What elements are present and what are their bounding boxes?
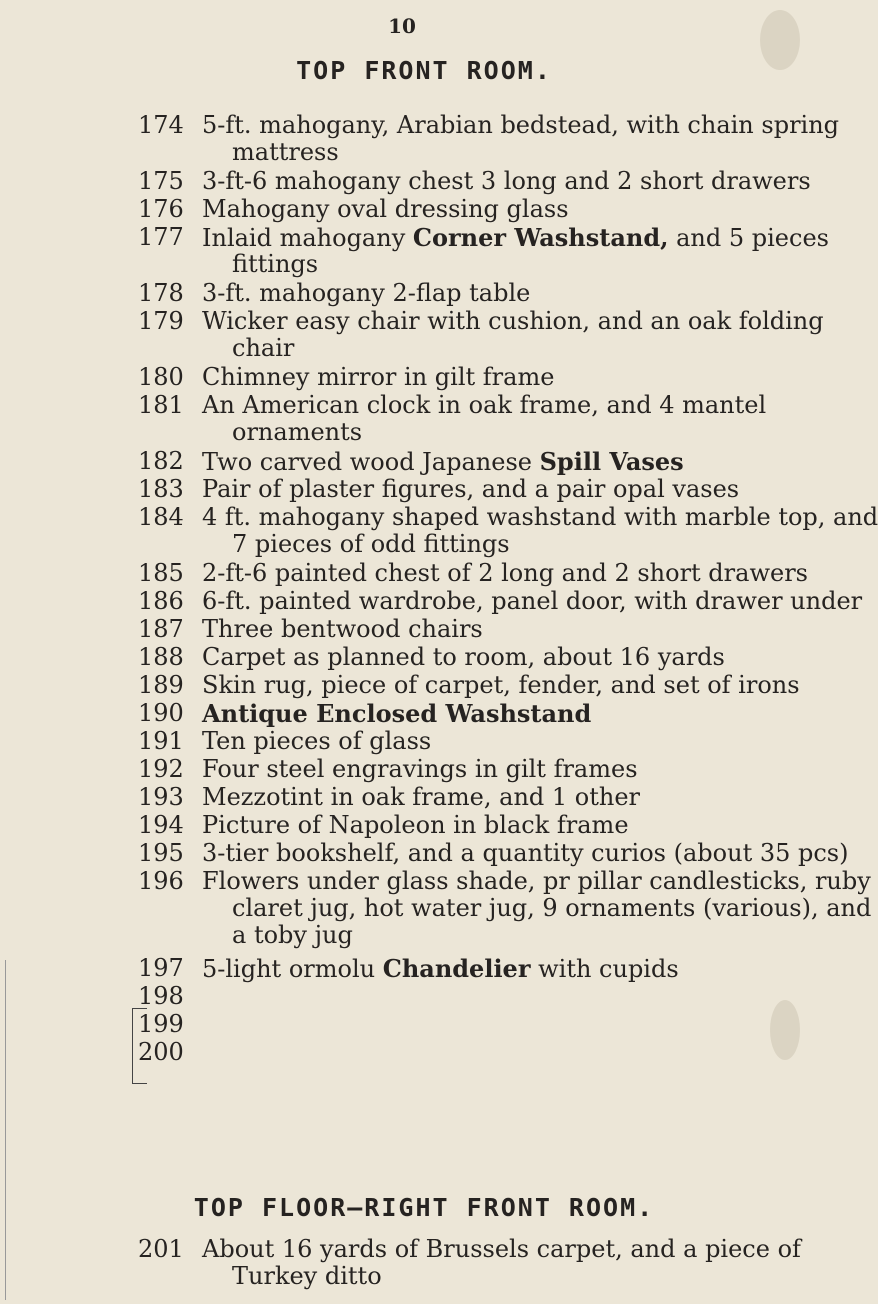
lot-number: 182 [138, 447, 184, 475]
lot-number: 183 [138, 475, 184, 503]
lot-description: Chimney mirror in gilt frame [202, 363, 555, 391]
lot-description: Antique Enclosed Washstand [202, 699, 592, 728]
lot-description-continuation: Turkey ditto [232, 1262, 382, 1290]
margin-crease [5, 960, 6, 1300]
lot-description: Mahogany oval dressing glass [202, 195, 569, 223]
lot-description: About 16 yards of Brussels carpet, and a piece of [202, 1235, 801, 1263]
lot-description: Two carved wood Japanese Spill Vases [202, 447, 684, 476]
lot-description: Mezzotint in oak frame, and 1 other [202, 783, 641, 811]
lot-number: 195 [138, 839, 184, 867]
lot-description: Pair of plaster figures, and a pair opal vases [202, 475, 740, 503]
lot-number: 201 [138, 1235, 184, 1263]
lot-description-continuation: mattress [232, 138, 339, 166]
lot-description-continuation: 7 pieces of odd fittings [232, 530, 510, 558]
lot-description: 2-ft-6 painted chest of 2 long and 2 short drawers [202, 559, 808, 587]
lot-number: 185 [138, 559, 184, 587]
lot-number: 179 [138, 307, 184, 335]
lot-description: Wicker easy chair with cushion, and an oak folding [202, 307, 824, 335]
lot-number: 199 [138, 1010, 184, 1038]
lot-description: Four steel engravings in gilt frames [202, 755, 638, 783]
section-title: TOP FRONT ROOM. [296, 56, 552, 85]
lot-number: 186 [138, 587, 184, 615]
page-number: 10 [388, 14, 416, 38]
lot-description: Three bentwood chairs [202, 615, 483, 643]
lot-number: 184 [138, 503, 184, 531]
lot-description: An American clock in oak frame, and 4 mantel [202, 391, 767, 419]
lot-number: 174 [138, 111, 184, 139]
lot-number: 193 [138, 783, 184, 811]
lot-number: 190 [138, 699, 184, 727]
lot-number: 198 [138, 982, 184, 1010]
section-title: TOP FLOOR—RIGHT FRONT ROOM. [193, 1193, 655, 1222]
lot-description-continuation: chair [232, 334, 295, 362]
lot-number: 200 [138, 1038, 184, 1066]
lot-number: 194 [138, 811, 184, 839]
lot-number: 188 [138, 643, 184, 671]
lot-description: Skin rug, piece of carpet, fender, and set of irons [202, 671, 800, 699]
lot-description: Inlaid mahogany Corner Washstand, and 5 pieces [202, 223, 829, 252]
lot-number: 191 [138, 727, 184, 755]
paper-stain [770, 1000, 800, 1060]
lot-description: Carpet as planned to room, about 16 yards [202, 643, 725, 671]
lot-description-continuation: a toby jug [232, 921, 353, 949]
lot-description: 5-ft. mahogany, Arabian bedstead, with chain spring [202, 111, 840, 139]
lot-number: 180 [138, 363, 184, 391]
lot-number: 181 [138, 391, 184, 419]
lot-description: 3-tier bookshelf, and a quantity curios (about 35 pcs) [202, 839, 849, 867]
lot-number: 187 [138, 615, 184, 643]
lot-description-continuation: fittings [232, 250, 319, 278]
lot-number: 192 [138, 755, 184, 783]
lot-number: 178 [138, 279, 184, 307]
lot-number: 197 [138, 954, 184, 982]
lot-description-continuation: ornaments [232, 418, 363, 446]
lot-number: 176 [138, 195, 184, 223]
lot-description: Ten pieces of glass [202, 727, 432, 755]
lot-description: Flowers under glass shade, pr pillar candlesticks, ruby [202, 867, 871, 895]
lot-number: 175 [138, 167, 184, 195]
lot-number: 196 [138, 867, 184, 895]
lot-description: 3-ft. mahogany 2-flap table [202, 279, 531, 307]
lot-description: 4 ft. mahogany shaped washstand with marble top, and [202, 503, 878, 531]
lot-description: 5-light ormolu Chandelier with cupids [202, 954, 679, 983]
lot-description: 6-ft. painted wardrobe, panel door, with drawer under [202, 587, 863, 615]
lot-description: 3-ft-6 mahogany chest 3 long and 2 short drawers [202, 167, 811, 195]
lot-number: 189 [138, 671, 184, 699]
lot-number: 177 [138, 223, 184, 251]
lot-description: Picture of Napoleon in black frame [202, 811, 629, 839]
lot-description-continuation: claret jug, hot water jug, 9 ornaments (various), and [232, 894, 872, 922]
